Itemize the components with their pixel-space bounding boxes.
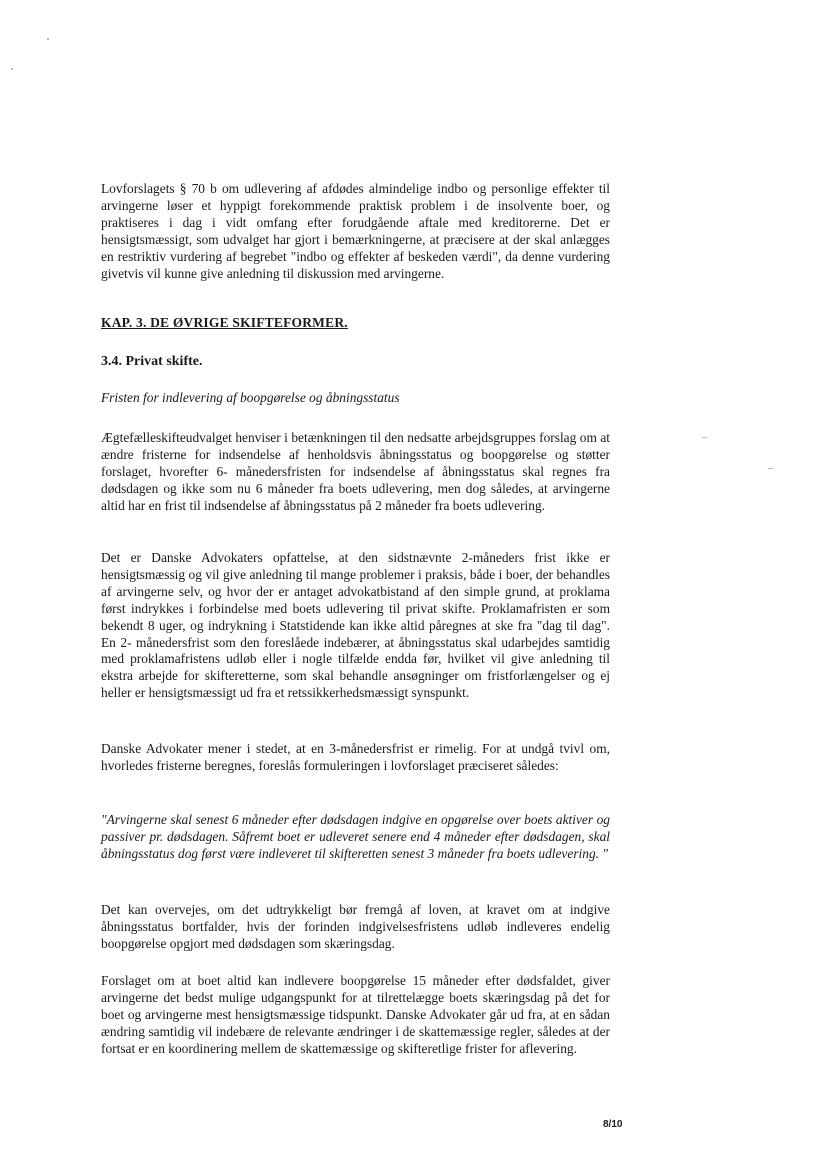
section-heading: 3.4. Privat skifte. bbox=[101, 354, 203, 369]
paragraph-overvejes: Det kan overvejes, om det udtrykkeligt bør fremgå af loven, at kravet om at indgive åbningsstatus bortfalder, hvis der forinden indgivelsesfristens udløb indleveres endelig boopgørelse opgjort med dødsdagen som skæringsdag. bbox=[101, 902, 610, 951]
paragraph-opfattelse: Det er Danske Advokaters opfattelse, at den sidstnævnte 2-måneders frist ikke er hensigtsmæssig og vil give anledning til mange problemer i praksis, både i boer, der behandles af arvingerne selv, og hvor der er antaget advokatbistand af den simple grund, at proklama først indrykkes i forbindelse med boets udlevering til privat skifte. Proklamafristen er som bekendt 8 uger, og indrykning i Statstidende kan ikke altid påregnes at ske fra "dag til dag". En 2- månedersfrist som den foreslåede indebærer, at åbningsstatus skal udarbejdes samtidig med proklamafristens udløb eller i nogle tilfælde endda før, hvilket vil give anledning til ekstra arbejde for skifteretterne, som skal behandle ansøgninger om fristforlængelser og ej heller er hensigtsmæssigt ud fra et retssikkerhedsmæssigt synspunkt. bbox=[101, 550, 610, 701]
subheading: Fristen for indlevering af boopgørelse og åbningsstatus bbox=[101, 390, 400, 405]
paragraph-boopgoerelse: Forslaget om at boet altid kan indlevere boopgørelse 15 måneder efter dødsfaldet, giver arvingerne det bedst mulige udgangspunkt for at tilrettelægge boets skæringsdag på det for boet og arvingerne mest hensigtsmæssige tidspunkt. Danske Advokater går ud fra, at en sådan ændring samtidig vil indebære de relevante ændringer i de skattemæssige regler, således at der fortsat er en koordinering mellem de skattemæssige og skifteretlige frister for aflevering. bbox=[101, 973, 610, 1056]
paragraph-3-maaneder: Danske Advokater mener i stedet, at en 3-månedersfrist er rimelig. For at undgå tvivl om, hvorledes fristerne beregnes, foreslås formuleringen i lovforslaget præciseret således: bbox=[101, 741, 610, 773]
scan-speck bbox=[47, 38, 49, 40]
proposed-wording-quote: "Arvingerne skal senest 6 måneder efter dødsdagen indgive en opgørelse over boets aktiver og passiver pr. dødsdagen. Såfremt boet er udleveret senere end 4 måneder efter dødsdagen, skal åbningsstatus dog først være indleveret til skifteretten senest 3 måneder fra boets udlevering. " bbox=[101, 812, 610, 861]
chapter-heading: KAP. 3. DE ØVRIGE SKIFTEFORMER. bbox=[101, 315, 348, 330]
scan-speck bbox=[11, 68, 13, 70]
paragraph-indbo: Lovforslagets § 70 b om udlevering af afdødes almindelige indbo og personlige effekter til arvingerne løser et hyppigt forekommende praktisk problem i de insolvente boer, og praktiseres i dag i vidt omfang efter forudgående aftale med kreditorerne. Det er hensigtsmæssigt, som udvalget har gjort i bemærkningerne, at præcisere at der skal anlægges en restriktiv vurdering af begrebet "indbo og effekter af beskeden værdi", da denne vurdering givetvis vil kunne give anledning til diskussion med arvingerne. bbox=[101, 181, 610, 281]
scan-speck bbox=[702, 437, 707, 438]
paragraph-aegtefaelle: Ægtefælleskifteudvalget henviser i betænkningen til den nedsatte arbejdsgruppes forslag om at ændre fristerne for indsendelse af henholdsvis åbningsstatus og boopgørelse og støtter forslaget, hvorefter 6- månedersfristen for indsendelse af åbningsstatus skal regnes fra dødsdagen og ikke som nu 6 måneder fra boets udlevering, men dog således, at arvingerne altid har en frist til indsendelse af åbningsstatus på 2 måneder fra boets udlevering. bbox=[101, 430, 610, 513]
scan-speck bbox=[768, 468, 773, 469]
page-number: 8/10 bbox=[603, 1119, 623, 1130]
